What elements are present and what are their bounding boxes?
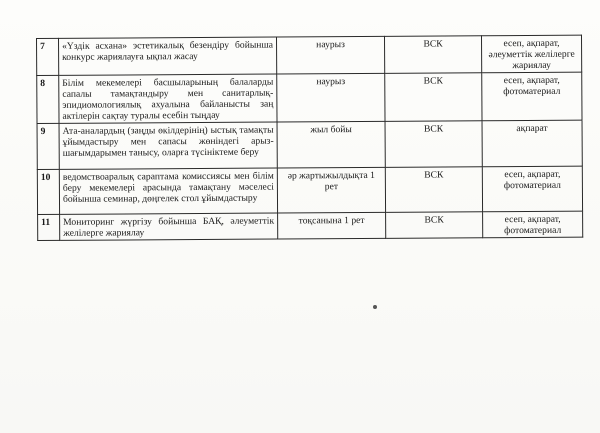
row-responsible: ВСК: [385, 167, 482, 213]
row-description: Білім мекемелері басшыларының балаларды сапалы тамақтандыру мен санитарлық-эпидиомологиялық ахуалына байланысты заң актілерін сақтау туралы есебін тыңдау: [59, 74, 277, 123]
row-completion-form: есеп, ақпарат, әлеуметтік желілерге жариялау: [481, 35, 581, 73]
row-completion-form: есеп, ақпарат, фотоматериал: [482, 72, 582, 121]
row-responsible: ВСК: [386, 212, 483, 239]
row-responsible: ВСК: [384, 36, 481, 74]
row-description: Мониторинг жүргізу бойынша БАҚ, әлеуметтік желілерге жариялау: [60, 213, 278, 240]
table-row: [38, 211, 583, 240]
row-description: «Үздік асхана» эстетикалық безендіру бойынша конкурс жариялауға ықпал жасау: [59, 37, 277, 75]
row-description: Ата-аналардың (заңды өкілдерінің) ыстық тамақты ұйымдастыру мен сапасы жөніндегі арыз-шағымдарымен танысу, оларға түсініктеме беру: [59, 122, 277, 169]
table-row: [37, 72, 582, 123]
row-number: 8: [37, 75, 59, 123]
row-responsible: ВСК: [385, 121, 482, 168]
row-term: наурыз: [277, 73, 385, 122]
scan-speck: [373, 305, 377, 309]
row-term: тоқсанына 1 рет: [278, 212, 386, 239]
table-row: [37, 35, 582, 75]
table-row: [37, 166, 582, 214]
row-number: 11: [38, 214, 60, 240]
row-completion-form: есеп, ақпарат, фотоматериал: [482, 166, 582, 212]
row-number: 10: [37, 169, 59, 214]
row-description: ведомствоаралық сараптама комиссиясы мен білім беру мекемелері арасында тамақтану мәселесі бойынша семинар, дөңгелек стол ұйымдастыру: [59, 168, 277, 214]
row-number: 9: [37, 123, 59, 169]
activity-plan-table: [36, 35, 583, 241]
row-term: әр жартыжылдықта 1 рет: [277, 167, 385, 213]
row-term: жыл бойы: [277, 121, 385, 168]
row-responsible: ВСК: [385, 73, 482, 122]
row-completion-form: ақпарат: [482, 120, 582, 167]
row-number: 7: [37, 38, 59, 75]
table-row: [37, 120, 582, 169]
row-term: наурыз: [276, 36, 384, 74]
row-completion-form: есеп, ақпарат, фотоматериал: [483, 211, 583, 238]
